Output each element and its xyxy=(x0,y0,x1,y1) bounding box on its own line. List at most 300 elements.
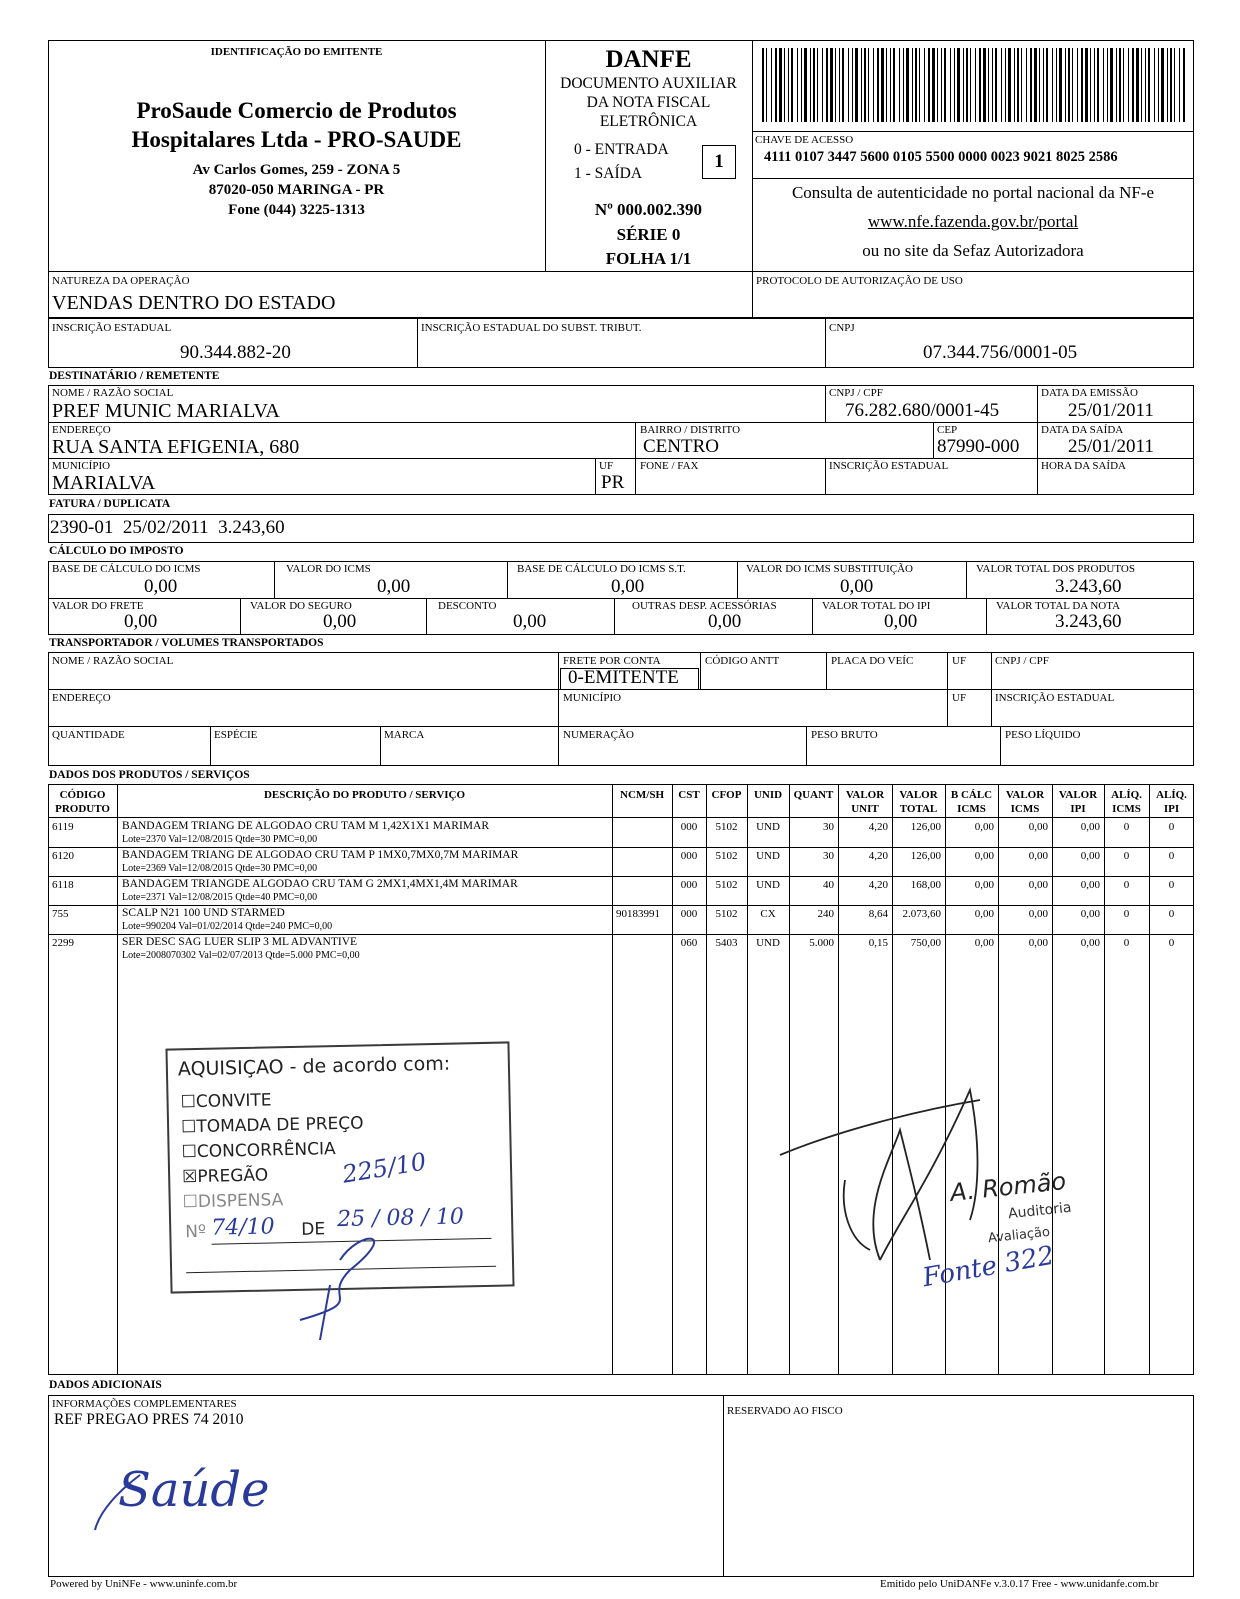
barcode-bar xyxy=(979,48,981,122)
dest-endereco-label: ENDEREÇO xyxy=(52,424,111,436)
emitente-name-line1: ProSaude Comercio de Produtos xyxy=(136,98,457,123)
barcode-bar xyxy=(771,48,772,122)
barcode-bar xyxy=(1008,48,1011,122)
barcode-bar xyxy=(1128,48,1129,122)
product-vunit: 4,20 xyxy=(868,850,888,862)
transp-col-8 xyxy=(806,726,807,766)
v-st-label: VALOR DO ICMS SUBSTITUIÇÃO xyxy=(746,563,913,575)
barcode-bar xyxy=(775,48,777,122)
product-quant: 30 xyxy=(823,850,834,862)
barcode-bar xyxy=(1026,48,1027,122)
transp-marca-label: MARCA xyxy=(384,729,425,741)
dest-emissao-label: DATA DA EMISSÃO xyxy=(1041,387,1138,399)
barcode-bar xyxy=(893,48,895,122)
barcode-bar xyxy=(804,48,807,122)
stamp-hand-pregao: 225/10 xyxy=(340,1147,429,1189)
produtos-header-cell: CÓDIGO PRODUTO xyxy=(55,789,110,815)
product-vicms: 0,00 xyxy=(1028,937,1048,949)
transp-municipio-label: MUNICÍPIO xyxy=(563,692,622,704)
product-vtotal: 126,00 xyxy=(910,850,941,862)
signature-scribble xyxy=(280,1060,1080,1360)
stamp-opt-pregao: ☒PREGÃO xyxy=(181,1165,269,1188)
stamp-signature-stroke xyxy=(300,1239,374,1340)
product-cst: 000 xyxy=(680,821,698,833)
produtos-header-cell: QUANT xyxy=(793,789,834,801)
barcode-bar xyxy=(766,48,767,122)
danfe-title: DANFE xyxy=(605,46,692,73)
fisco-label: RESERVADO AO FISCO xyxy=(727,1405,843,1417)
product-description: SCALP N21 100 UND STARMED xyxy=(122,907,285,919)
barcode-bar xyxy=(1174,48,1175,122)
dest-cep: 87990-000 xyxy=(937,436,1020,457)
emitente-phone: Fone (044) 3225-1313 xyxy=(228,202,365,218)
auditor-line3: Avaliação xyxy=(987,1224,1051,1247)
product-unid: CX xyxy=(760,908,776,920)
barcode-bar xyxy=(1056,48,1057,122)
fatura-section: FATURA / DUPLICATA xyxy=(49,498,171,510)
product-vunit: 8,64 xyxy=(868,908,888,920)
adicionais-divider xyxy=(723,1395,724,1577)
barcode-bar xyxy=(1148,48,1150,122)
barcode-bar xyxy=(1110,48,1113,122)
barcode-bar xyxy=(791,48,793,122)
transp-liquido-label: PESO LÍQUIDO xyxy=(1005,729,1081,741)
product-vtotal: 750,00 xyxy=(910,937,941,949)
v-icms: 0,00 xyxy=(377,576,411,597)
danfe-entrada: 0 - ENTRADA xyxy=(574,141,669,158)
barcode-bar xyxy=(1141,48,1142,122)
footer-right: Emitido pelo UniDANFe v.3.0.17 Free - www.unidanfe.com.br xyxy=(880,1578,1159,1590)
barcode-bar xyxy=(1005,48,1006,122)
ie-label: INSCRIÇÃO ESTADUAL xyxy=(52,322,172,334)
desconto-label: DESCONTO xyxy=(438,600,497,612)
barcode-bar xyxy=(830,48,833,122)
barcode-bar xyxy=(1136,48,1139,122)
auditor-line2: Auditoria xyxy=(1007,1199,1073,1223)
produtos-header-cell: VALOR TOTAL xyxy=(899,789,938,815)
barcode-bar xyxy=(915,48,917,122)
dest-saida-label: DATA DA SAÍDA xyxy=(1041,424,1124,436)
stamp-opt-concorrencia: ☐CONCORRÊNCIA xyxy=(181,1139,336,1163)
barcode-bar xyxy=(1161,48,1164,122)
product-vunit: 4,20 xyxy=(868,821,888,833)
barcode-bar xyxy=(932,48,935,122)
product-aicms: 0 xyxy=(1123,879,1130,891)
frete-label: VALOR DO FRETE xyxy=(52,600,144,612)
product-aicms: 0 xyxy=(1123,850,1130,862)
barcode-bar xyxy=(1043,48,1044,122)
danfe-folha: FOLHA 1/1 xyxy=(605,249,692,268)
barcode-bar xyxy=(954,48,955,122)
cnpj-value: 07.344.756/0001-05 xyxy=(923,342,1078,363)
imp-col-7 xyxy=(614,598,615,635)
header-divider-4 xyxy=(752,178,1194,179)
table-row-separator xyxy=(48,934,1194,935)
handwritten-saude: Saúde xyxy=(118,1462,270,1518)
product-lote: Lote=2370 Val=12/08/2015 Qtde=30 PMC=0,00 xyxy=(122,834,318,845)
seguro-label: VALOR DO SEGURO xyxy=(250,600,352,612)
barcode-bar xyxy=(924,48,925,122)
barcode-bar xyxy=(822,48,823,122)
barcode-bar xyxy=(886,48,887,122)
natureza-divider xyxy=(752,271,753,318)
produtos-col-line xyxy=(117,784,118,1375)
ie-st-label: INSCRIÇÃO ESTADUAL DO SUBST. TRIBUT. xyxy=(421,322,642,334)
produtos-section: DADOS DOS PRODUTOS / SERVIÇOS xyxy=(49,769,250,781)
product-vunit: 4,20 xyxy=(868,879,888,891)
v-prod: 3.243,60 xyxy=(1055,576,1122,597)
dest-col-5 xyxy=(595,458,596,495)
product-aicms: 0 xyxy=(1123,908,1130,920)
barcode-bar xyxy=(975,48,976,122)
dest-uf: PR xyxy=(601,472,625,493)
barcode-bar xyxy=(1081,48,1083,122)
barcode-bar xyxy=(1183,48,1185,122)
dest-endereco: RUA SANTA EFIGENIA, 680 xyxy=(52,436,300,458)
product-codigo: 2299 xyxy=(52,937,74,949)
barcode-bar xyxy=(1123,48,1124,122)
transp-placa-label: PLACA DO VEÍC xyxy=(831,655,914,667)
dest-col-4 xyxy=(933,422,934,458)
stamp-title: AQUISIÇAO - de acordo com: xyxy=(177,1052,451,1081)
stamp-opt2: TOMADA DE PREÇO xyxy=(196,1113,364,1137)
dest-nome: PREF MUNIC MARIALVA xyxy=(52,400,280,422)
adicionais-section: DADOS ADICIONAIS xyxy=(49,1379,162,1391)
barcode-bar xyxy=(1014,48,1015,122)
dest-col-2 xyxy=(1037,385,1038,495)
product-ncm: 90183991 xyxy=(616,908,660,920)
ie-value: 90.344.882-20 xyxy=(180,342,291,363)
v-st: 0,00 xyxy=(840,576,874,597)
product-bc: 0,00 xyxy=(974,937,994,949)
produtos-header-cell: ALÍQ. IPI xyxy=(1156,789,1187,815)
info-label: INFORMAÇÕES COMPLEMENTARES xyxy=(52,1398,237,1410)
stamp-opt3: CONCORRÊNCIA xyxy=(196,1139,336,1162)
header-divider-3 xyxy=(752,131,1194,132)
product-vipi: 0,00 xyxy=(1080,850,1100,862)
dest-row-divider-1 xyxy=(48,422,1194,423)
barcode-bar xyxy=(1077,48,1078,122)
dest-col-6 xyxy=(825,458,826,495)
bc-st: 0,00 xyxy=(611,576,645,597)
barcode-bar xyxy=(966,48,968,122)
auditor-signature-stroke xyxy=(780,1090,980,1260)
stamp-de-label: DE xyxy=(301,1219,326,1240)
product-vicms: 0,00 xyxy=(1028,821,1048,833)
transp-col-4 xyxy=(947,652,948,726)
transp-col-2 xyxy=(700,652,701,689)
transp-frete: 0-EMITENTE xyxy=(568,667,679,688)
barcode-bar xyxy=(813,48,815,122)
produtos-header-cell: B CÁLC ICMS xyxy=(950,789,993,815)
bc-icms-label: BASE DE CÁLCULO DO ICMS xyxy=(52,563,201,575)
produtos-header-cell: VALOR UNIT xyxy=(845,789,885,815)
product-aipi: 0 xyxy=(1168,937,1175,949)
barcode-bar xyxy=(797,48,798,122)
transp-numeracao-label: NUMERAÇÃO xyxy=(563,729,634,741)
product-description: BANDAGEM TRIANG DE ALGODAO CRU TAM M 1,42X1X1 MARIMAR xyxy=(122,820,489,832)
outras-label: OUTRAS DESP. ACESSÓRIAS xyxy=(632,600,777,612)
outras-value: 0,00 xyxy=(708,611,742,632)
imp-col-2 xyxy=(507,561,508,598)
product-aipi: 0 xyxy=(1168,850,1175,862)
destinatario-section: DESTINATÁRIO / REMETENTE xyxy=(49,370,220,382)
transp-nome-label: NOME / RAZÃO SOCIAL xyxy=(52,655,174,667)
v-prod-label: VALOR TOTAL DOS PRODUTOS xyxy=(976,563,1135,575)
product-lote: Lote=990204 Val=01/02/2014 Qtde=240 PMC=0,00 xyxy=(122,921,333,932)
product-codigo: 6118 xyxy=(52,879,74,891)
stamp-opt-convite: ☐CONVITE xyxy=(180,1090,272,1113)
imp-col-4 xyxy=(966,561,967,598)
header-divider-2 xyxy=(752,40,753,272)
product-aicms: 0 xyxy=(1123,937,1130,949)
product-lote: Lote=2371 Val=12/08/2015 Qtde=40 PMC=0,00 xyxy=(122,892,318,903)
barcode-bar xyxy=(1034,48,1037,122)
stamp-hand-num: 74/10 xyxy=(210,1214,275,1241)
stamp-num-label: Nº xyxy=(185,1221,207,1243)
natureza-value: VENDAS DENTRO DO ESTADO xyxy=(52,292,336,314)
nota-value: 3.243,60 xyxy=(1055,611,1122,632)
transp-uf2-label: UF xyxy=(952,692,967,704)
natureza-label: NATUREZA DA OPERAÇÃO xyxy=(52,275,190,287)
barcode-bar xyxy=(1158,48,1159,122)
auditor-name: A. Romão xyxy=(948,1167,1068,1207)
barcode-bar xyxy=(1090,48,1091,122)
transp-row-2 xyxy=(48,726,1194,727)
transp-uf-label: UF xyxy=(952,655,967,667)
barcode-bar xyxy=(1021,48,1022,122)
product-cfop: 5102 xyxy=(715,879,738,891)
table-row-separator xyxy=(48,847,1194,848)
barcode-bar xyxy=(1116,48,1117,122)
transp-col-6 xyxy=(210,726,211,766)
bc-st-label: BASE DE CÁLCULO DO ICMS S.T. xyxy=(517,563,686,575)
produtos-header-cell: DESCRIÇÃO DO PRODUTO / SERVIÇO xyxy=(263,789,466,801)
barcode-bar xyxy=(1097,48,1099,122)
transp-frete-label: FRETE POR CONTA xyxy=(563,655,661,667)
product-cst: 000 xyxy=(680,879,698,891)
produtos-header-cell: UNID xyxy=(753,789,783,801)
barcode-bar xyxy=(877,48,879,122)
barcode-bar xyxy=(995,48,997,122)
stamp-opt5: DISPENSA xyxy=(197,1190,284,1212)
barcode-bar xyxy=(1068,48,1070,122)
dest-col-3 xyxy=(635,422,636,495)
product-vtotal: 2.073,60 xyxy=(902,908,941,920)
product-unid: UND xyxy=(756,850,780,862)
imp-col-8 xyxy=(812,598,813,635)
barcode-bar xyxy=(928,48,930,122)
product-vicms: 0,00 xyxy=(1028,879,1048,891)
barcode-bar xyxy=(852,48,853,122)
chave-value: 4111 0107 3447 5600 0105 5500 0000 0023 9021 8025 2586 xyxy=(764,149,1118,165)
transp-col-9 xyxy=(1000,726,1001,766)
dest-bairro-label: BAIRRO / DISTRITO xyxy=(640,424,741,436)
barcode-bar xyxy=(970,48,971,122)
barcode-bar xyxy=(983,48,986,122)
ie-divider-2 xyxy=(825,318,826,368)
barcode-bar xyxy=(988,48,989,122)
produtos-header-line xyxy=(48,817,1194,818)
seguro-value: 0,00 xyxy=(323,611,357,632)
product-lote: Lote=2008070302 Val=02/07/2013 Qtde=5.000 PMC=0,00 xyxy=(122,950,360,961)
barcode-bar xyxy=(903,48,904,122)
ipi-label: VALOR TOTAL DO IPI xyxy=(822,600,931,612)
stamp-hand-date: 25 / 08 / 10 xyxy=(336,1204,465,1233)
barcode-bar xyxy=(762,48,764,122)
barcode-bar xyxy=(1039,48,1040,122)
barcode-bar xyxy=(1059,48,1062,122)
frete-value: 0,00 xyxy=(124,611,158,632)
emitente-label: IDENTIFICAÇÃO DO EMITENTE xyxy=(210,46,383,58)
product-quant: 30 xyxy=(823,821,834,833)
dest-cep-label: CEP xyxy=(937,424,958,436)
produtos-header-cell: CFOP xyxy=(711,789,742,801)
imp-col-9 xyxy=(986,598,987,635)
produtos-col-line xyxy=(1149,784,1150,1375)
barcode-bar xyxy=(810,48,811,122)
barcode xyxy=(762,48,1186,122)
dest-ie-label: INSCRIÇÃO ESTADUAL xyxy=(829,460,949,472)
barcode-bar xyxy=(1107,48,1108,122)
transp-frete-underbox xyxy=(560,668,699,689)
product-vipi: 0,00 xyxy=(1080,879,1100,891)
product-unid: UND xyxy=(756,879,780,891)
barcode-bar xyxy=(861,48,862,122)
imp-col-6 xyxy=(426,598,427,635)
barcode-bar xyxy=(1179,48,1180,122)
barcode-bar xyxy=(873,48,874,122)
transp-endereco-label: ENDEREÇO xyxy=(52,692,111,704)
danfe-sub1: DOCUMENTO AUXILIAR xyxy=(560,75,737,92)
stamp-opt4: PREGÃO xyxy=(197,1165,269,1187)
dest-cnpj-label: CNPJ / CPF xyxy=(829,387,883,399)
transp-qtd-label: QUANTIDADE xyxy=(52,729,125,741)
transp-antt-label: CÓDIGO ANTT xyxy=(705,655,780,667)
barcode-bar xyxy=(941,48,942,122)
barcode-bar xyxy=(801,48,802,122)
transp-cnpj-label: CNPJ / CPF xyxy=(995,655,1049,667)
footer-left: Powered by UniNFe - www.uninfe.com.br xyxy=(50,1578,238,1590)
product-vipi: 0,00 xyxy=(1080,937,1100,949)
produtos-header-cell: VALOR IPI xyxy=(1058,789,1098,815)
danfe-sub3: ELETRÔNICA xyxy=(599,113,698,130)
product-lote: Lote=2369 Val=12/08/2015 Qtde=30 PMC=0,00 xyxy=(122,863,318,874)
danfe-numero: Nº 000.002.390 xyxy=(594,200,703,219)
portal-link[interactable]: www.nfe.fazenda.gov.br/portal xyxy=(867,212,1079,231)
dest-uf-label: UF xyxy=(599,460,614,472)
barcode-bar xyxy=(899,48,900,122)
dest-municipio: MARIALVA xyxy=(52,472,156,494)
barcode-bar xyxy=(1046,48,1048,122)
dest-col-1 xyxy=(825,385,826,422)
dest-saida: 25/01/2011 xyxy=(1068,436,1154,457)
product-description: SER DESC SAG LUER SLIP 3 ML ADVANTIVE xyxy=(122,936,358,948)
emitente-cep-city: 87020-050 MARINGA - PR xyxy=(208,182,385,198)
product-cfop: 5102 xyxy=(715,908,738,920)
barcode-bar xyxy=(779,48,782,122)
ipi-value: 0,00 xyxy=(884,611,918,632)
imposto-row-divider xyxy=(48,598,1194,599)
table-row-separator xyxy=(48,876,1194,877)
transp-ie-label: INSCRIÇÃO ESTADUAL xyxy=(995,692,1115,704)
chave-label: CHAVE DE ACESSO xyxy=(755,134,854,146)
protocolo-label: PROTOCOLO DE AUTORIZAÇÃO DE USO xyxy=(756,275,963,287)
product-description: BANDAGEM TRIANG DE ALGODAO CRU TAM P 1MX0,7MX0,7M MARIMAR xyxy=(122,849,519,861)
product-codigo: 6119 xyxy=(52,821,74,833)
saude-flourish xyxy=(90,1470,170,1540)
product-cfop: 5102 xyxy=(715,850,738,862)
imp-col-3 xyxy=(737,561,738,598)
barcode-bar xyxy=(1085,48,1088,122)
barcode-bar xyxy=(826,48,828,122)
product-aipi: 0 xyxy=(1168,879,1175,891)
barcode-bar xyxy=(1001,48,1002,122)
emitente-name-line2: Hospitalares Ltda - PRO-SAUDE xyxy=(131,127,462,152)
dest-bairro: CENTRO xyxy=(643,436,719,457)
consulta-line2: ou no site da Sefaz Autorizadora xyxy=(862,241,1084,260)
product-cfop: 5403 xyxy=(715,937,738,949)
product-vicms: 0,00 xyxy=(1028,908,1048,920)
transp-col-1 xyxy=(558,652,559,766)
barcode-bar xyxy=(1167,48,1168,122)
barcode-bar xyxy=(1103,48,1104,122)
barcode-bar xyxy=(848,48,849,122)
product-bc: 0,00 xyxy=(974,821,994,833)
transp-row-1 xyxy=(48,689,1194,690)
product-quant: 5.000 xyxy=(809,937,834,949)
barcode-bar xyxy=(839,48,840,122)
produtos-header-cell: NCM/SH xyxy=(620,789,664,801)
barcode-bar xyxy=(1017,48,1019,122)
info-value: REF PREGAO PRES 74 2010 xyxy=(54,1411,244,1428)
barcode-bar xyxy=(1094,48,1095,122)
barcode-bar xyxy=(944,48,946,122)
desconto-value: 0,00 xyxy=(513,611,547,632)
product-aipi: 0 xyxy=(1168,908,1175,920)
danfe-serie: SÉRIE 0 xyxy=(616,225,681,244)
product-bc: 0,00 xyxy=(974,908,994,920)
consulta-line1: Consulta de autenticidade no portal nacional da NF-e xyxy=(791,183,1155,202)
transp-col-3 xyxy=(826,652,827,689)
barcode-bar xyxy=(950,48,951,122)
barcode-bar xyxy=(1072,48,1073,122)
produtos-header-cell: VALOR ICMS xyxy=(1005,789,1045,815)
danfe-tipo-box: 1 xyxy=(702,145,736,179)
product-codigo: 6120 xyxy=(52,850,74,862)
transportador-section: TRANSPORTADOR / VOLUMES TRANSPORTADOS xyxy=(49,637,324,649)
bc-icms: 0,00 xyxy=(144,576,178,597)
produtos-header-cell: ALÍQ. ICMS xyxy=(1111,789,1142,815)
cnpj-label: CNPJ xyxy=(829,322,855,334)
barcode-bar xyxy=(1132,48,1134,122)
dest-cnpj: 76.282.680/0001-45 xyxy=(845,400,1000,421)
barcode-bar xyxy=(992,48,993,122)
imposto-section: CÁLCULO DO IMPOSTO xyxy=(49,545,184,557)
barcode-bar xyxy=(906,48,909,122)
emitente-address: Av Carlos Gomes, 259 - ZONA 5 xyxy=(192,162,401,178)
product-bc: 0,00 xyxy=(974,850,994,862)
barcode-bar xyxy=(957,48,960,122)
dest-nome-label: NOME / RAZÃO SOCIAL xyxy=(52,387,174,399)
product-description: BANDAGEM TRIANGDE ALGODAO CRU TAM G 2MX1,4MX1,4M MARIMAR xyxy=(122,878,518,890)
produtos-header-cell: CST xyxy=(678,789,700,801)
product-quant: 40 xyxy=(823,879,834,891)
transp-col-5 xyxy=(991,652,992,726)
product-vtotal: 126,00 xyxy=(910,821,941,833)
dest-municipio-label: MUNICÍPIO xyxy=(52,460,111,472)
product-vicms: 0,00 xyxy=(1028,850,1048,862)
